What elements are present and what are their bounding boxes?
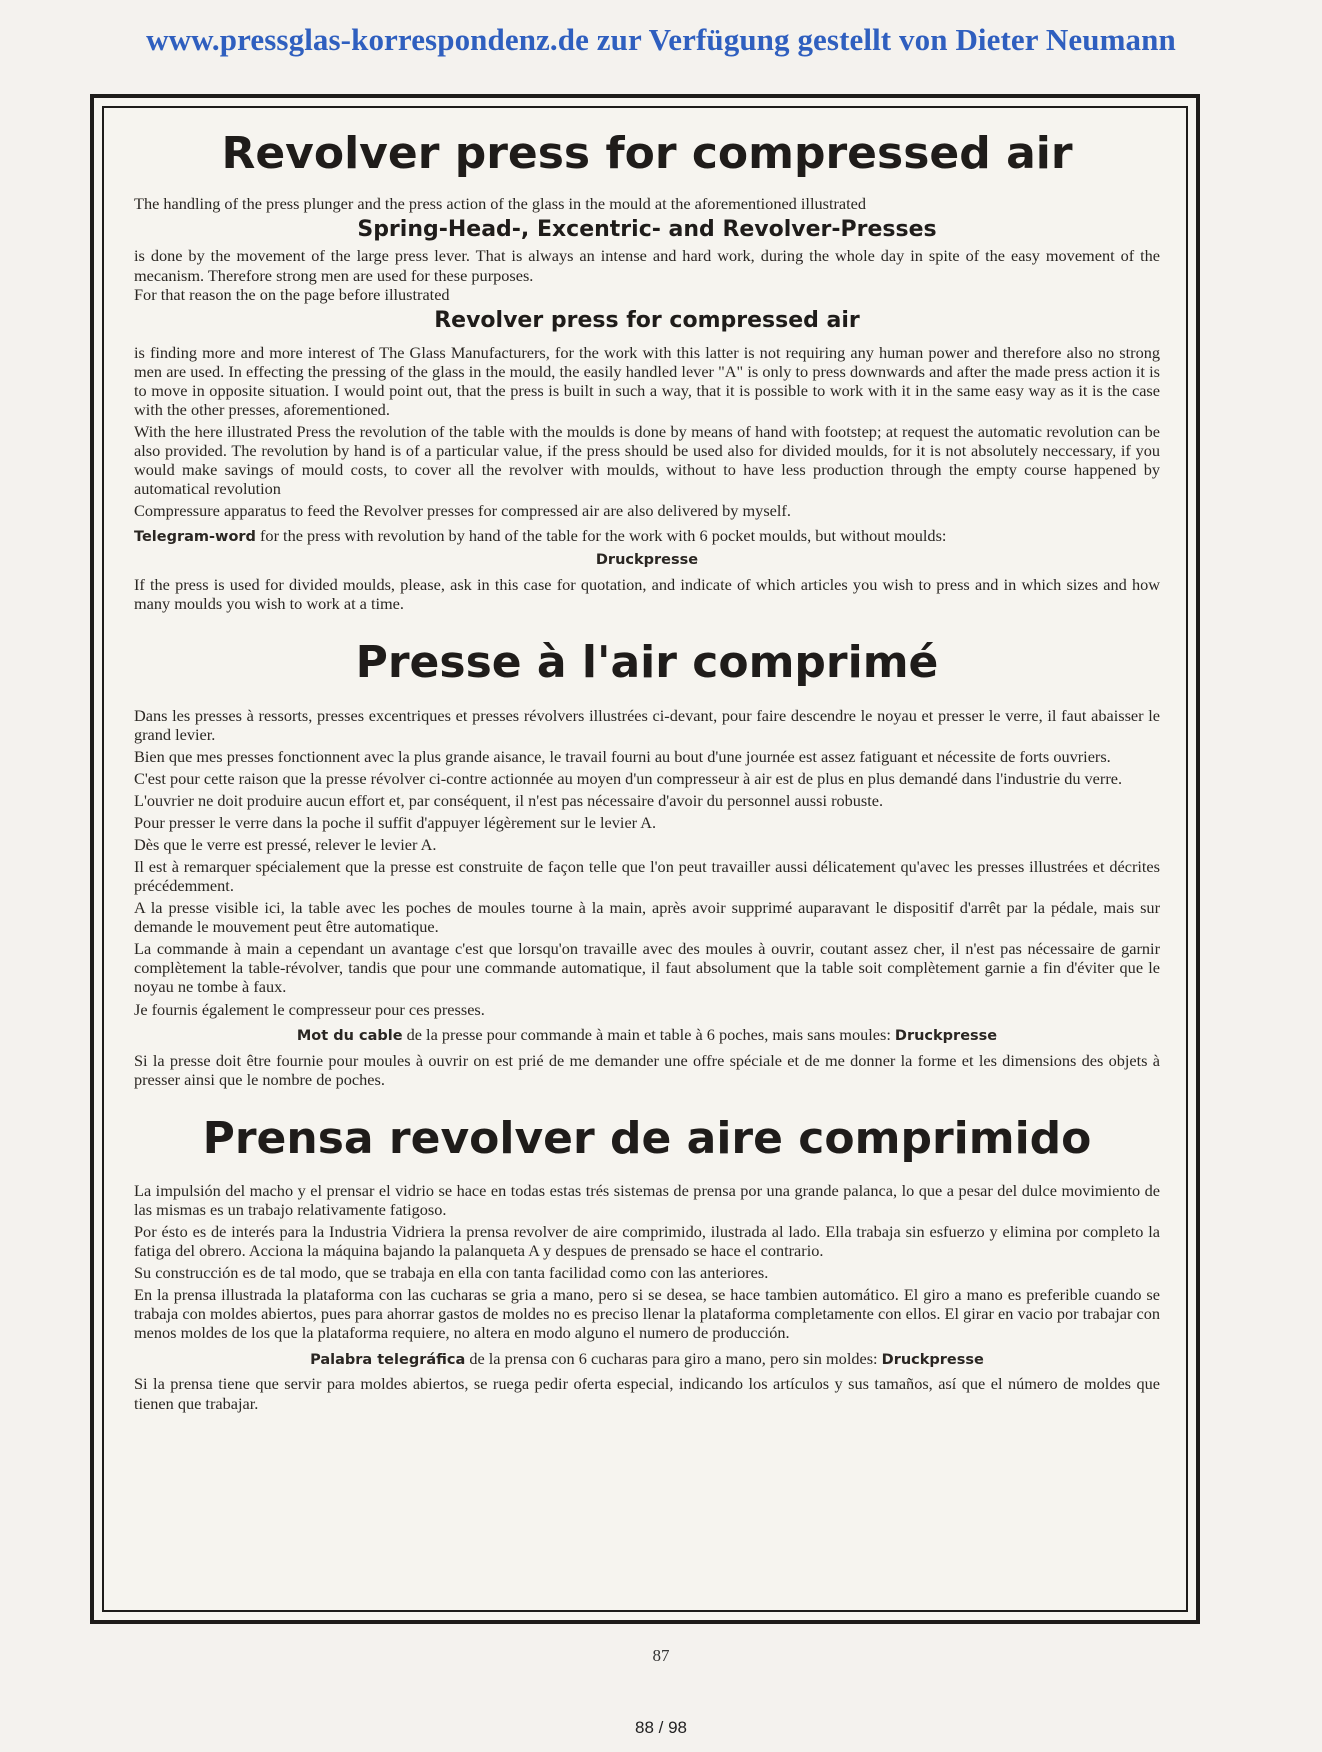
spanish-telegraph-line xyxy=(134,1349,1160,1369)
english-title: Revolver press for compressed air xyxy=(221,128,1073,179)
french-cable-line xyxy=(134,1025,1160,1045)
telegraph-word: Druckpresse xyxy=(881,1351,984,1368)
french-paragraph-8: A la presse visible ici, la table avec les poches de moules tourne à la main, après avoir supprimé auparavant le dispositif d'arrêt par la pédale, mais sur demande le mouvement peut être automatique. xyxy=(134,898,1160,937)
spanish-paragraph-5: Si la prensa tiene que servir para moldes abiertos, se ruega pedir oferta especial, indicando los artículos y sus tamaños, así que el número de moldes que tienen que trabajar. xyxy=(134,1374,1160,1413)
cable-text: de la presse pour commande à main et table à 6 poches, mais sans moules: xyxy=(402,1024,895,1044)
page-content xyxy=(134,130,1160,1416)
spanish-paragraph-1: La impulsión del macho y el prensar el vidrio se hace en todas estas trés sistemas de prensa por una grande palanca, lo que a pesar del dulce movimiento de las mismas es un trabajo relativamente fatigoso. xyxy=(134,1181,1160,1220)
french-paragraph-5: Pour presser le verre dans la poche il suffit d'appuyer légèrement sur le levier A. xyxy=(134,812,657,832)
english-paragraph-6: Compressure apparatus to feed the Revolver presses for compressed air are also delivered by myself. xyxy=(134,501,791,521)
telegraph-label: Palabra telegráfica xyxy=(310,1351,466,1368)
french-paragraph-4: L'ouvrier ne doit produire aucun effort et, par conséquent, il n'est pas nécessaire d'avoir du personnel aussi robuste. xyxy=(134,790,884,810)
english-paragraph-7: If the press is used for divided moulds, please, ask in this case for quotation, and indicate of which articles you wish to press and in which sizes and how many moulds you wish to work at a time. xyxy=(134,575,1160,614)
english-paragraph-4: is finding more and more interest of The Glass Manufacturers, for the work with this latter is not requiring any human power and therefore also no strong men are used. In effecting the pressing of the glass in the mould, the easily handled lever "A" is only to press downwards and after the made press action it is to move in opposite situation. I would point out, that the press is built in such a way, that it is possible to work with it in the same easy way as it is the case with the other presses, aforementioned. xyxy=(134,342,1160,419)
english-paragraph-2: is done by the movement of the large press lever. That is always an intense and hard work, during the whole day in spite of the easy movement of the mecanism. Therefore strong men are used for these purposes. xyxy=(134,246,1160,285)
french-paragraph-2: Bien que mes presses fonctionnent avec la plus grande aisance, le travail fourni au bout d'une journée est assez fatiguant et nécessite de forts ouvriers. xyxy=(134,746,1111,766)
french-paragraph-11: Si la presse doit être fournie pour moules à ouvrir on est prié de me demander une offre spéciale et de me donner la forme et les dimensions des objets à presser ainsi que le nombre de poches. xyxy=(134,1050,1160,1089)
english-section xyxy=(134,130,1160,613)
spanish-paragraph-4: En la prensa illustrada la plataforma con las cucharas se gria a mano, pero si se desea, se hace tambien automático. El giro a mano es preferible cuando se trabaja con moldes abiertos, pues para ahorrar gastos de moldes no es preciso llenar la plataforma completamente con ellos. El girar en vacio por trabajar con menos moldes de los que la plataforma requiere, no altera en modo alguno el numero de producción. xyxy=(134,1285,1160,1343)
cable-label: Mot du cable xyxy=(296,1027,403,1044)
english-paragraph-1: The handling of the press plunger and the press action of the glass in the mould at the aforementioned illustrated xyxy=(134,194,867,214)
french-paragraph-7: Il est à remarquer spécialement que la presse est construite de façon telle que l'on peut travailler aussi délicatement qu'avec les presses illustrées et décrites précédemment. xyxy=(134,857,1160,896)
page-frame xyxy=(90,94,1200,1624)
french-paragraph-10: Je fournis également le compresseur pour ces presses. xyxy=(134,999,485,1019)
english-subheading-revolver: Revolver press for compressed air xyxy=(434,307,860,333)
spanish-paragraph-2: Por ésto es de interés para la Industria Vidriera la prensa revolver de aire comprimido, ilustrada al lado. Ella trabaja sin esfuerzo y elimina por completo la fatiga del obrero. Acciona la máquina bajando la palanqueta A y despues de prensado se hace el contrario. xyxy=(134,1222,1160,1261)
english-telegram-line xyxy=(134,526,1160,546)
french-title: Presse à l'air comprimé xyxy=(355,637,939,689)
pdf-page-counter: 88 / 98 xyxy=(635,1718,687,1737)
telegram-label: Telegram-word xyxy=(134,529,256,546)
french-paragraph-1: Dans les presses à ressorts, presses excentriques et presses révolvers illustrées ci-devant, pour faire descendre le noyau et presser le verre, il faut abaisser le grand levier. xyxy=(134,705,1160,744)
english-paragraph-5: With the here illustrated Press the revolution of the table with the moulds is done by means of hand with footstep; at request the automatic revolution can be also provided. The revolution by hand is of a particular value, if the press should be used also for divided moulds, for it is not absolutely neccessary, if you would make savings of mould costs, to cover all the revolver with moulds, without to have less production through the empty course happened by automatical revolution xyxy=(134,421,1160,499)
spanish-title: Prensa revolver de aire comprimido xyxy=(202,1112,1092,1164)
spanish-paragraph-3: Su construcción es de tal modo, que se trabaja en ella con tanta facilidad como con las anteriores. xyxy=(134,1263,769,1283)
french-paragraph-6: Dès que le verre est pressé, relever le levier A. xyxy=(134,835,437,854)
spanish-section xyxy=(134,1112,1160,1413)
telegram-word: Druckpresse xyxy=(595,552,699,569)
watermark-header: www.pressglas-korrespondenz.de zur Verfügung gestellt von Dieter Neumann xyxy=(146,22,1176,57)
telegram-text: for the press with revolution by hand of the table for the work with 6 pocket moulds, but without moulds: xyxy=(255,526,947,546)
french-paragraph-9: La commande à main a cependant un avantage c'est que lorsqu'on travaille avec des moules à ouvrir, coutant assez cher, il n'est pas nécessaire de garnir complètement la table-révolver, tandis que pour une commande automatique, il faut absolument que la table soit complètement garnie a fin d'éviter que le noyau ne tombe à faux. xyxy=(134,939,1160,997)
printed-page-number: 87 xyxy=(652,1646,670,1665)
french-section xyxy=(134,639,1160,1088)
telegraph-text: de la prensa con 6 cucharas para giro a mano, pero sin moldes: xyxy=(465,1348,882,1368)
english-telegram-word-line xyxy=(134,549,1160,569)
english-paragraph-3: For that reason the on the page before illustrated xyxy=(134,284,450,304)
cable-word: Druckpresse xyxy=(894,1027,998,1044)
french-paragraph-3: C'est pour cette raison que la presse révolver ci-contre actionnée au moyen d'un compresseur à air est de plus en plus demandé dans l'industrie du verre. xyxy=(134,768,1123,788)
english-subheading-presses: Spring-Head-, Excentric- and Revolver-Presses xyxy=(357,217,937,243)
